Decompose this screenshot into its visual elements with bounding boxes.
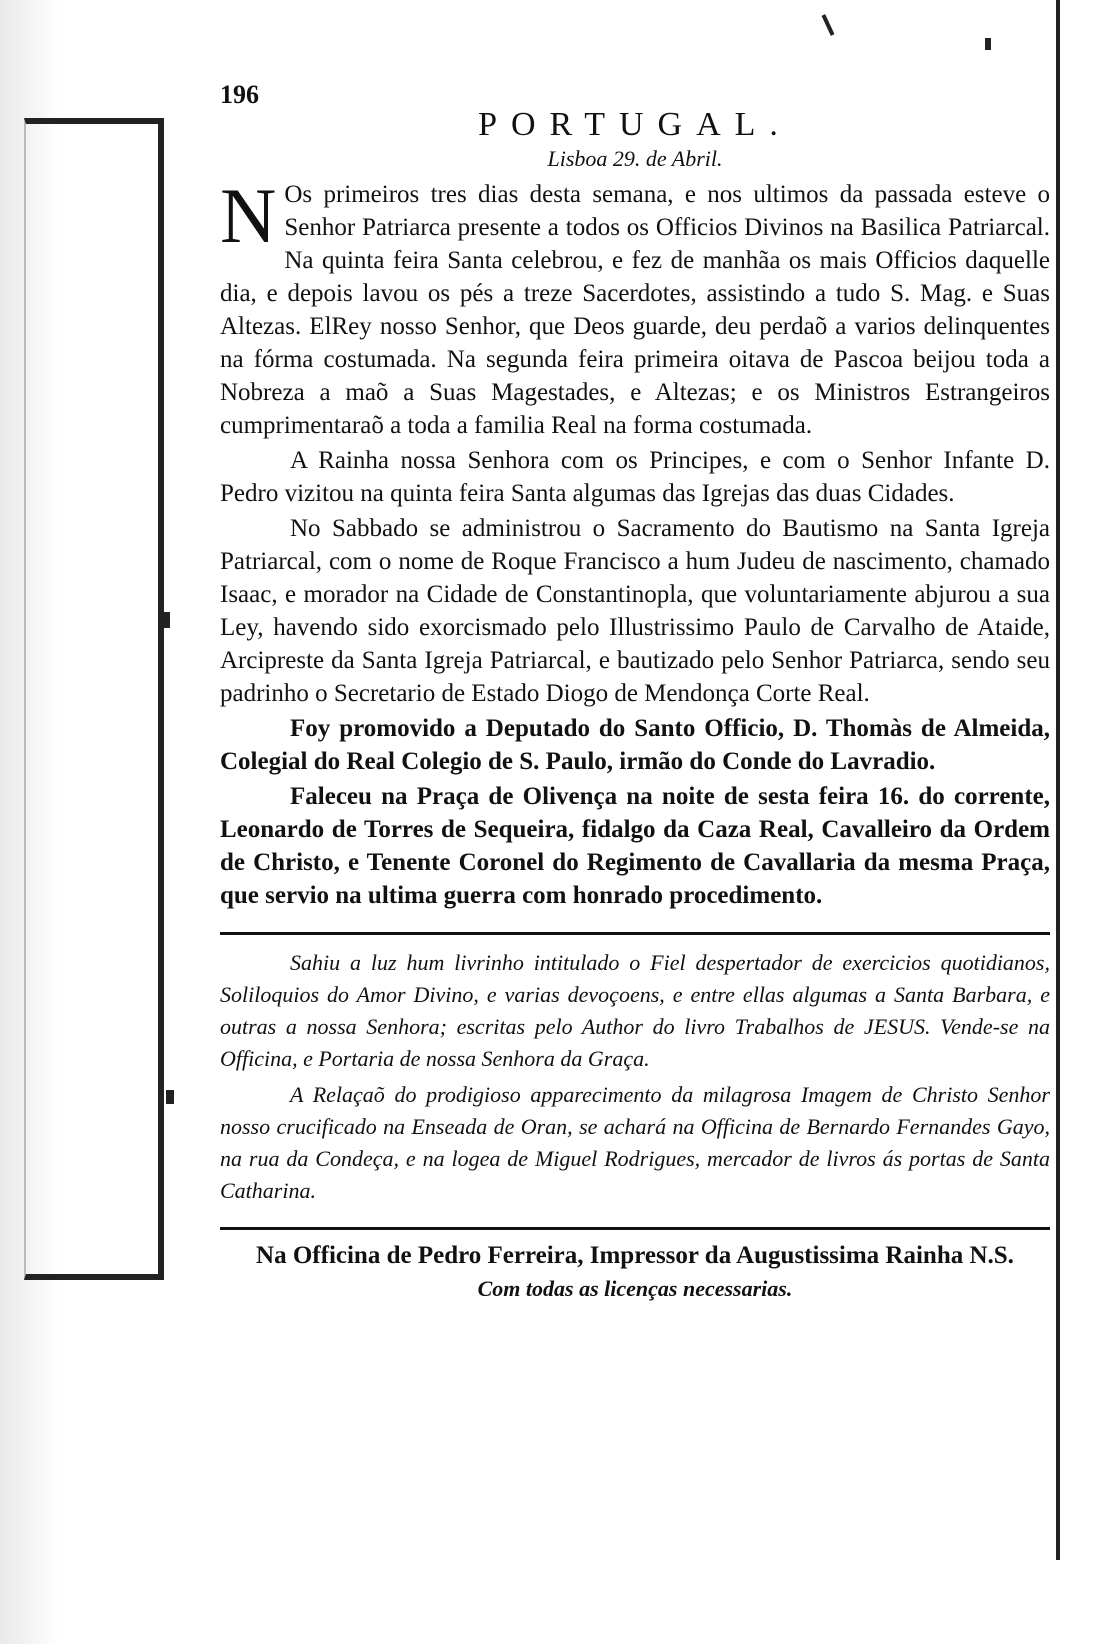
dateline: Lisboa 29. de Abril. [547, 146, 723, 171]
section-title: PORTUGAL. [478, 106, 792, 143]
license-line: Com todas as licenças necessarias. [477, 1276, 793, 1301]
news-paragraph: Faleceu na Praça de Olivença na noite de sesta feira 16. do corrente, Leonardo de Torres de Sequeira, fidalgo da Caza Real, Cavalleiro da Ordem de Christo, e Tenente Coronel do Regimento de Cavallaria da mesma Praça, que servio na ultima guerra com honrado procedimento. [220, 783, 1050, 909]
news-paragraph [220, 172, 1050, 442]
news-paragraph-text: Os primeiros tres dias desta semana, e nos ultimos da passada esteve o Senhor Patriarca presente a todos os Officios Divinos na Basilica Patriarcal. Na quinta feira Santa celebrou, e fez de manhãa os mais Officios daquelle dia, e depois lavou os pés a treze Sacerdotes, assistindo a tudo S. Mag. e Suas Altezas. ElRey nosso Senhor, que Deos guarde, deu perdaõ a varios delinquentes na fórma costumada. Na segunda feira primeira oitava de Pascoa beijou toda a Nobreza a maõ a Suas Magestades, e Altezas; e os Ministros Estrangeiros cumprimentaraõ a toda a familia Real na forma costumada. [220, 181, 1050, 439]
margin-bracket [24, 118, 164, 1280]
ink-mark [822, 14, 835, 36]
ink-mark [162, 612, 170, 628]
page-edge [1056, 0, 1060, 1560]
divider-rule [220, 1227, 1050, 1230]
news-body [220, 172, 1050, 912]
news-paragraph: No Sabbado se administrou o Sacramento do Bautismo na Santa Igreja Patriarcal, com o nome de Roque Francisco a hum Judeu de nascimento, chamado Isaac, e morador na Cidade de Constantinopla, que voluntariamente abjurou a sua Ley, havendo sido exorcismado pelo Illustrissimo Paulo de Carvalho de Ataide, Arcipreste da Santa Igreja Patriarcal, e bautizado pelo Senhor Patriarca, sendo seu padrinho o Secretario de Estado Diogo de Mendonça Corte Real. [220, 515, 1050, 707]
printer-imprint: Na Officina de Pedro Ferreira, Impressor da Augustissima Rainha N.S. [256, 1242, 1014, 1269]
notice-paragraph: Sahiu a luz hum livrinho intitulado o Fiel despertador de exercicios quotidianos, Soliloquios do Amor Divino, e varias devoçoens, e entre ellas algumas a Santa Barbara, e outras a nossa Senhora; escritas pelo Author do livro Trabalhos de JESUS. Vende-se na Officina, e Portaria de nossa Senhora da Graça. [220, 950, 1050, 1071]
page-number: 196 [220, 80, 259, 109]
drop-cap: N [220, 172, 277, 259]
notice-paragraph: A Relaçaõ do prodigioso apparecimento da milagrosa Imagem de Christo Senhor nosso crucificado na Enseada de Oran, se achará na Officina de Bernardo Fernandes Gayo, na rua da Condeça, e na logea de Miguel Rodrigues, mercador de livros ás portas de Santa Catharina. [220, 1082, 1050, 1203]
divider-rule [220, 932, 1050, 935]
notices [220, 947, 1050, 1207]
news-paragraph: Foy promovido a Deputado do Santo Officio, D. Thomàs de Almeida, Colegial do Real Colegio de S. Paulo, irmão do Conde do Lavradio. [220, 715, 1050, 775]
ink-mark [985, 38, 991, 50]
ink-mark [166, 1090, 174, 1104]
gazette-page [220, 80, 1050, 1302]
news-paragraph: A Rainha nossa Senhora com os Principes, e com o Senhor Infante D. Pedro vizitou na quinta feira Santa algumas das Igrejas das duas Cidades. [220, 447, 1050, 507]
